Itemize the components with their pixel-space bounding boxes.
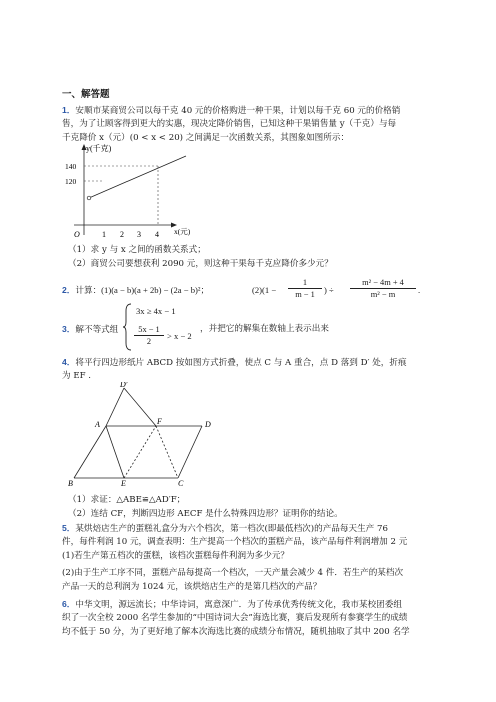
edge-D-prime-F [124, 388, 156, 426]
function-graph [62, 143, 192, 241]
crease-EF [124, 426, 156, 478]
q1-sub1: （1）求 y 与 x 之间的函数关系式； [68, 245, 206, 255]
fold-figure [68, 382, 228, 486]
q2-fraction1: 1 m − 1 [288, 277, 322, 300]
q2-fraction2: m² − 4m + 4 m² − m [350, 277, 416, 300]
q4-sub2: （2）连结 CF，判断四边形 AECF 是什么特殊四边形？证明你的结论。 [68, 509, 343, 519]
label-C: C [178, 479, 184, 486]
edge-AE [106, 426, 124, 478]
q2-line: 2．计算：(1)(a − b)(a + 2b) − (2a − b)²； [62, 285, 210, 296]
y-tick-140: 140 [65, 162, 77, 171]
q5-number: 5． [62, 523, 76, 533]
q6-number: 6． [62, 599, 76, 609]
function-line [89, 156, 186, 198]
q2-part2-end: . [418, 285, 421, 295]
x-tick-3: 3 [137, 230, 141, 239]
q2-part2-mid: ) ÷ [324, 285, 334, 295]
section-heading: 一、解答题 [62, 89, 110, 100]
label-D: D [205, 420, 211, 429]
y-tick-120: 120 [65, 177, 77, 186]
q5-line2: 件，每件利润 10 元，调查表明：生产提高一个档次的蛋糕产品，该产品每件利润增加 2 元 [62, 537, 408, 547]
q3-number: 3． [62, 324, 76, 334]
q5-line1: 5．某烘焙店生产的蛋糕礼盒分为六个档次，第一档次(即最低档次)的产品每天生产 76 [62, 523, 388, 534]
label-E: E [121, 479, 126, 486]
q3-ineq2-rest: > x − 2 [167, 331, 192, 341]
origin-label: O [74, 230, 80, 239]
q3-ineq1: 3x ≥ 4x − 1 [136, 306, 176, 316]
segment-FC [156, 426, 178, 478]
y-axis-label: y(千克) [86, 144, 112, 153]
q3-fraction: 5x − 1 2 [134, 324, 164, 347]
label-D-prime: D′ [120, 382, 128, 389]
q1-line3: 千克降价 x（元）(0 < x < 20) 之间满足一次函数关系，其图象如图所示： [62, 133, 350, 143]
q5-line4: (2)由于生产工序不同，蛋糕产品每提高一个档次，一天产量会减少 4 件．若生产的某档次 [62, 568, 404, 578]
q4-line2: 为 EF . [62, 371, 92, 381]
q3-lead: 3．解不等式组 [62, 324, 119, 335]
x-axis-label: x(元) [174, 227, 191, 236]
x-tick-2: 2 [120, 230, 124, 239]
q1-line2: 售，为了让顾客得到更大的实惠，现决定降价销售，已知这种干果销售量 y（千克）与每 [62, 119, 397, 129]
edge-DC [178, 426, 202, 478]
x-tick-4: 4 [155, 230, 159, 239]
q4-line1: 4．将平行四边形纸片 ABCD 按如图方式折叠，使点 C 与 A 重合，点 D 落到 D′ 处，折痕 [62, 357, 407, 368]
q1-line1: 1．安顺市某商贸公司以每千克 40 元的价格购进一种干果，计划以每千克 60 元的价格销 [62, 105, 401, 116]
q1-sub2: （2）商贸公司要想获利 2090 元，则这种干果每千克应降价多少元？ [68, 259, 333, 269]
open-endpoint [87, 196, 91, 200]
q2-part1: (1)(a − b)(a + 2b) − (2a − b)²； [101, 285, 210, 295]
label-B: B [68, 479, 73, 486]
q6-line1: 6．中华文明，源远流长；中华诗词，寓意深广．为了传承优秀传统文化，我市某校团委组 [62, 599, 402, 610]
q5-line3: (1)若生产第五档次的蛋糕，该档次蛋糕每件利润为多少元？ [62, 551, 290, 561]
q2-part2-pre: (2)(1 − [252, 285, 277, 295]
q2-number: 2． [62, 285, 76, 295]
x-tick-1: 1 [102, 230, 106, 239]
q4-sub1: （1）求证：△ABE≌△AD′F； [68, 495, 186, 505]
q5-line5: 产品一天的总利润为 1024 元，该烘焙店生产的是第几档次的产品？ [62, 582, 322, 592]
q4-number: 4． [62, 357, 76, 367]
label-F: F [157, 417, 162, 426]
label-A: A [95, 420, 100, 429]
edge-AD-prime [106, 388, 124, 426]
q6-line3: 均不低于 50 分，为了更好地了解本次海选比赛的成绩分布情况，随机抽取了其中 200 名学 [62, 627, 410, 637]
q1-number: 1． [62, 105, 76, 115]
q6-line2: 织了一次全校 2000 名学生参加的“中国诗词大会”海选比赛，赛后发现所有参赛学生的成绩 [62, 613, 408, 623]
edge-AB [74, 426, 106, 478]
q3-tail: ，并把它的解集在数轴上表示出来 [200, 324, 329, 334]
system-brace [123, 303, 133, 351]
